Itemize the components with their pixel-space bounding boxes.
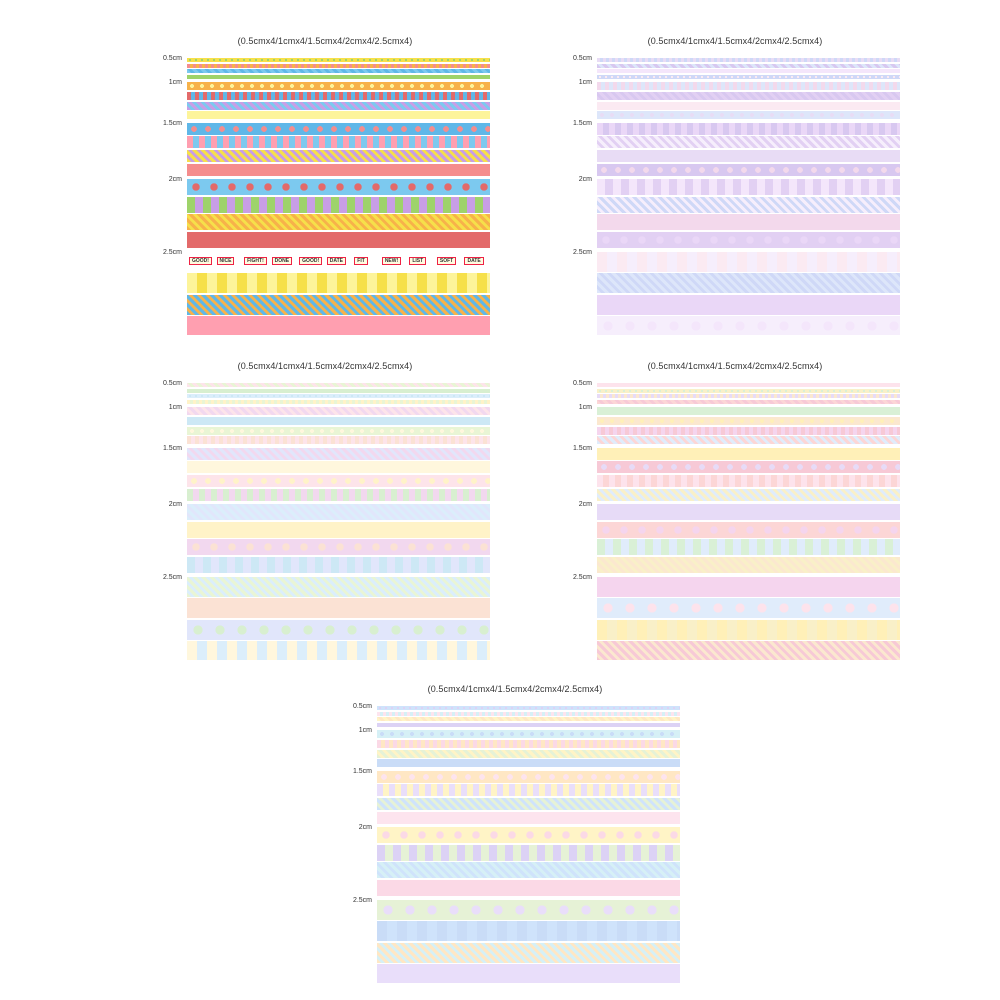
tape-strip bbox=[187, 400, 490, 404]
tape-strip bbox=[597, 389, 900, 393]
tape-strip bbox=[597, 436, 900, 444]
tape-strip bbox=[377, 771, 680, 783]
tape-strip bbox=[597, 489, 900, 501]
stamp-word: DATE bbox=[464, 257, 483, 265]
stamp-word: NICE bbox=[217, 257, 235, 265]
tape-strip bbox=[597, 641, 900, 660]
tape-panel-3 bbox=[150, 355, 500, 665]
tape-strip bbox=[187, 82, 490, 90]
size-label: 0.5cm bbox=[572, 380, 592, 387]
tape-strip bbox=[377, 845, 680, 861]
tape-strip bbox=[187, 150, 490, 162]
panel-caption: (0.5cmx4/1cmx4/1.5cmx4/2cmx4/2.5cmx4) bbox=[237, 36, 413, 46]
tape-strip bbox=[597, 197, 900, 213]
tape-strip bbox=[377, 750, 680, 758]
size-label: 1cm bbox=[168, 79, 182, 87]
tape-strip bbox=[187, 394, 490, 398]
size-label: 2.5cm bbox=[572, 573, 592, 581]
tape-strip bbox=[187, 164, 490, 176]
tape-strip bbox=[187, 102, 490, 110]
tape-strip bbox=[597, 557, 900, 573]
tape-strip bbox=[597, 150, 900, 162]
tape-strip bbox=[597, 252, 900, 272]
tape-strip bbox=[597, 232, 900, 248]
tape-strip bbox=[187, 69, 490, 73]
tape-strip bbox=[187, 273, 490, 293]
tape-strip bbox=[187, 620, 490, 640]
tape-strip bbox=[597, 400, 900, 404]
tape-strip bbox=[597, 69, 900, 73]
stamp-word: LIST bbox=[409, 257, 426, 265]
panel-caption: (0.5cmx4/1cmx4/1.5cmx4/2cmx4/2.5cmx4) bbox=[647, 36, 823, 46]
tape-strip bbox=[597, 82, 900, 90]
tape-panel-5 bbox=[340, 678, 690, 988]
tape-strip bbox=[597, 123, 900, 135]
tape-strip bbox=[597, 577, 900, 597]
panel-caption: (0.5cmx4/1cmx4/1.5cmx4/2cmx4/2.5cmx4) bbox=[647, 361, 823, 371]
panel-caption: (0.5cmx4/1cmx4/1.5cmx4/2cmx4/2.5cmx4) bbox=[427, 684, 603, 694]
tape-strip bbox=[597, 417, 900, 425]
size-label: 1.5cm bbox=[352, 767, 372, 775]
tape-strip bbox=[597, 407, 900, 415]
size-label: 2.5cm bbox=[352, 896, 372, 904]
tape-strip bbox=[377, 759, 680, 767]
tape-strip bbox=[597, 522, 900, 538]
tape-strip bbox=[377, 723, 680, 727]
tape-strip bbox=[187, 92, 490, 100]
tape-strip bbox=[597, 58, 900, 62]
stamp-word: FIGHT! bbox=[244, 257, 267, 265]
size-label: 1.5cm bbox=[162, 119, 182, 127]
tape-strip bbox=[187, 461, 490, 473]
tape-panel-1 bbox=[150, 30, 500, 340]
tape-strip bbox=[377, 862, 680, 878]
tape-strip bbox=[187, 111, 490, 119]
tape-strip bbox=[597, 504, 900, 520]
tape-strip bbox=[597, 539, 900, 555]
size-label: 0.5cm bbox=[162, 380, 182, 387]
tape-strip bbox=[187, 489, 490, 501]
size-label: 1.5cm bbox=[572, 444, 592, 452]
tape-strip bbox=[377, 964, 680, 983]
tape-strip bbox=[187, 427, 490, 435]
size-label: 1cm bbox=[358, 727, 372, 735]
tape-strip bbox=[187, 641, 490, 660]
stamp-word: NEW! bbox=[382, 257, 401, 265]
tape-strip bbox=[187, 295, 490, 315]
tape-strip bbox=[187, 389, 490, 393]
size-label: 0.5cm bbox=[572, 55, 592, 62]
tape-strip bbox=[597, 598, 900, 618]
tape-strip bbox=[377, 827, 680, 843]
tape-strip bbox=[597, 461, 900, 473]
tape-strip bbox=[187, 64, 490, 68]
panel-caption: (0.5cmx4/1cmx4/1.5cmx4/2cmx4/2.5cmx4) bbox=[237, 361, 413, 371]
tape-strip bbox=[187, 136, 490, 148]
tape-strip bbox=[597, 111, 900, 119]
tape-strip bbox=[597, 316, 900, 335]
tape-sheet bbox=[597, 383, 900, 660]
tape-strip bbox=[187, 214, 490, 230]
tape-panel-2 bbox=[560, 30, 910, 340]
stamp-word: SOFT bbox=[437, 257, 456, 265]
tape-strip bbox=[377, 880, 680, 896]
tape-strip bbox=[597, 75, 900, 79]
size-label: 1.5cm bbox=[162, 444, 182, 452]
tape-strip bbox=[187, 252, 490, 272]
tape-panel-4 bbox=[560, 355, 910, 665]
tape-strip bbox=[597, 475, 900, 487]
size-label: 0.5cm bbox=[162, 55, 182, 62]
tape-strip bbox=[187, 539, 490, 555]
tape-strip bbox=[187, 522, 490, 538]
tape-strip bbox=[377, 798, 680, 810]
tape-strip bbox=[597, 136, 900, 148]
tape-strip bbox=[597, 92, 900, 100]
tape-strip bbox=[377, 900, 680, 920]
tape-strip bbox=[187, 475, 490, 487]
tape-strip bbox=[597, 448, 900, 460]
size-label: 2cm bbox=[578, 176, 592, 184]
stamp-word: GOOD! bbox=[189, 257, 212, 265]
tape-strip bbox=[187, 436, 490, 444]
tape-strip bbox=[597, 620, 900, 640]
tape-sheet bbox=[187, 58, 490, 335]
tape-strip bbox=[597, 102, 900, 110]
stamp-word: DATE bbox=[327, 257, 346, 265]
tape-strip bbox=[187, 383, 490, 387]
tape-strip bbox=[377, 706, 680, 710]
size-label: 2.5cm bbox=[162, 248, 182, 256]
tape-strip bbox=[187, 75, 490, 79]
tape-strip bbox=[597, 383, 900, 387]
tape-strip bbox=[597, 273, 900, 293]
tape-strip bbox=[187, 197, 490, 213]
tape-strip bbox=[377, 730, 680, 738]
tape-strip bbox=[597, 295, 900, 315]
size-label: 1cm bbox=[578, 404, 592, 412]
tape-strip bbox=[377, 717, 680, 721]
stamp-word: DONE bbox=[272, 257, 292, 265]
tape-sheet bbox=[187, 383, 490, 660]
tape-strip bbox=[597, 164, 900, 176]
tape-strip bbox=[597, 394, 900, 398]
tape-strip bbox=[187, 577, 490, 597]
stamp-word: FIT bbox=[354, 257, 368, 265]
tape-strip bbox=[377, 921, 680, 941]
tape-strip bbox=[187, 316, 490, 335]
tape-strip bbox=[187, 232, 490, 248]
tape-strip bbox=[187, 598, 490, 618]
size-label: 2cm bbox=[358, 824, 372, 832]
tape-strip bbox=[597, 64, 900, 68]
tape-strip bbox=[187, 557, 490, 573]
tape-strip bbox=[377, 784, 680, 796]
tape-sheet bbox=[597, 58, 900, 335]
tape-strip bbox=[597, 214, 900, 230]
tape-strip bbox=[187, 123, 490, 135]
tape-strip bbox=[377, 740, 680, 748]
tape-strip bbox=[187, 407, 490, 415]
tape-strip bbox=[377, 943, 680, 963]
tape-strip bbox=[187, 179, 490, 195]
size-label: 1.5cm bbox=[572, 119, 592, 127]
size-label: 1cm bbox=[168, 404, 182, 412]
size-label: 2.5cm bbox=[572, 248, 592, 256]
size-label: 2cm bbox=[168, 501, 182, 509]
tape-strip bbox=[597, 427, 900, 435]
size-label: 1cm bbox=[578, 79, 592, 87]
size-label: 2cm bbox=[168, 176, 182, 184]
size-label: 2cm bbox=[578, 501, 592, 509]
tape-strip bbox=[187, 504, 490, 520]
tape-strip bbox=[187, 58, 490, 62]
tape-strip bbox=[187, 448, 490, 460]
tape-strip bbox=[187, 417, 490, 425]
tape-strip bbox=[377, 712, 680, 716]
size-label: 2.5cm bbox=[162, 573, 182, 581]
stamp-word: GOOD! bbox=[299, 257, 322, 265]
tape-strip bbox=[377, 812, 680, 824]
tape-strip bbox=[597, 179, 900, 195]
size-label: 0.5cm bbox=[352, 703, 372, 710]
tape-sheet bbox=[377, 706, 680, 983]
